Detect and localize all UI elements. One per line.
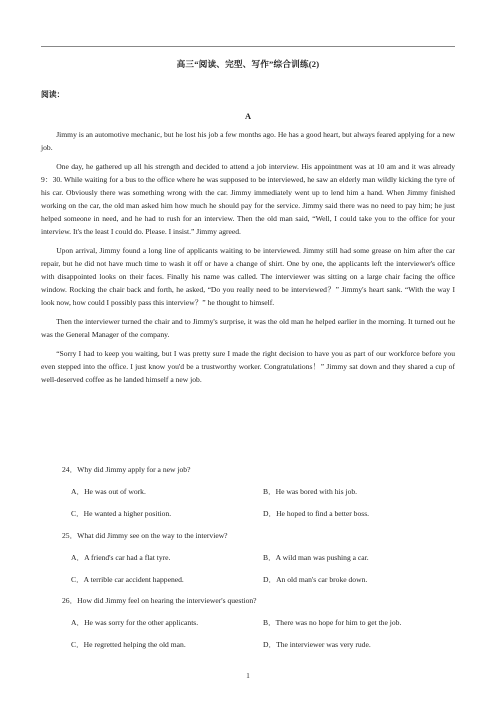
passage-paragraph: “Sorry I had to keep you waiting, but I was pretty sure I made the right decision to have you as part of our workforce before you even stepped into the office. I just know you'd be a trustworthy worker. Congratulations！” Jimmy sat down and they shared a cup of well-deserved coffee as he landed himself a new job. xyxy=(41,349,455,384)
option-row xyxy=(41,508,455,521)
option-d: D．He hoped to find a better boss. xyxy=(263,508,370,518)
option-row xyxy=(41,617,455,630)
option-c: C．A terrible car accident happened. xyxy=(71,574,184,584)
passage-paragraph: Jimmy is an automotive mechanic, but he lost his job a few months ago. He has a good heart, but always feared applying for a new job. xyxy=(41,130,455,152)
passage-paragraph: One day, he gathered up all his strength and decided to attend a job interview. His appointment was at 10 am and it was already 9：30. While waiting for a bus to the office where he was supposed to be interviewed, he saw an elderly man wildly kicking the tyre of his car. Obviously there was something wrong with the car. Jimmy immediately went up to lend him a hand. When Jimmy finished working on the car, the old man asked him how much he should pay for the service. Jimmy said there was no need to pay him; he just helped someone in need, and he had to rush for an interview. Then the old man said, “Well, I could take you to the office for your interview. It's the least I could do. Please. I insist.” Jimmy agreed. xyxy=(41,162,455,236)
section-label: 阅读： xyxy=(41,90,65,99)
passage-letter: A xyxy=(244,112,252,121)
option-row xyxy=(41,486,455,499)
question-25 xyxy=(41,530,455,587)
option-b: B．He was bored with his job. xyxy=(263,486,358,496)
option-a: A．He was out of work. xyxy=(71,486,146,496)
option-b: B．There was no hope for him to get the job. xyxy=(263,618,402,628)
option-c: C．He wanted a higher position. xyxy=(71,508,172,518)
question-list xyxy=(41,464,455,661)
page-title: 高三“阅读、完型、写作”综合训练(2) xyxy=(176,59,320,69)
option-a: A．He was sorry for the other applicants. xyxy=(71,618,199,628)
option-d: D．An old man's car broke down. xyxy=(263,574,368,584)
question-stem: 25．What did Jimmy see on the way to the interview? xyxy=(62,530,228,540)
question-24 xyxy=(41,464,455,521)
question-26 xyxy=(41,595,455,652)
question-stem: 26．How did Jimmy feel on hearing the interviewer's question? xyxy=(62,596,257,606)
passage-paragraph: Upon arrival, Jimmy found a long line of applicants waiting to be interviewed. Jimmy still had some grease on him after the car repair, but he did not have much time to wash it off or have a change of shirt. One by one, the applicants left the interviewer's office with disappointed looks on their faces. Finally his name was called. The interviewer was sitting on a large chair facing the office window. Rocking the chair back and forth, he asked, “Do you really need to be interviewed？” Jimmy's heart sank. “With the way I look now, how could I possibly pass this interview？” he thought to himself. xyxy=(41,246,455,307)
option-c: C．He regretted helping the old man. xyxy=(71,640,186,650)
header-rule xyxy=(41,46,455,47)
page-number: 1 xyxy=(246,672,250,680)
option-row xyxy=(41,552,455,565)
option-a: A．A friend's car had a flat tyre. xyxy=(71,552,171,562)
passage-paragraph: Then the interviewer turned the chair and to Jimmy's surprise, it was the old man he helped earlier in the morning. It turned out he was the General Manager of the company. xyxy=(41,316,455,339)
question-stem: 24．Why did Jimmy apply for a new job? xyxy=(62,465,191,474)
option-row xyxy=(41,574,455,587)
reading-passage xyxy=(41,129,455,393)
option-d: D．The interviewer was very rude. xyxy=(263,640,371,650)
option-row xyxy=(41,639,455,652)
option-b: B．A wild man was pushing a car. xyxy=(263,552,369,562)
